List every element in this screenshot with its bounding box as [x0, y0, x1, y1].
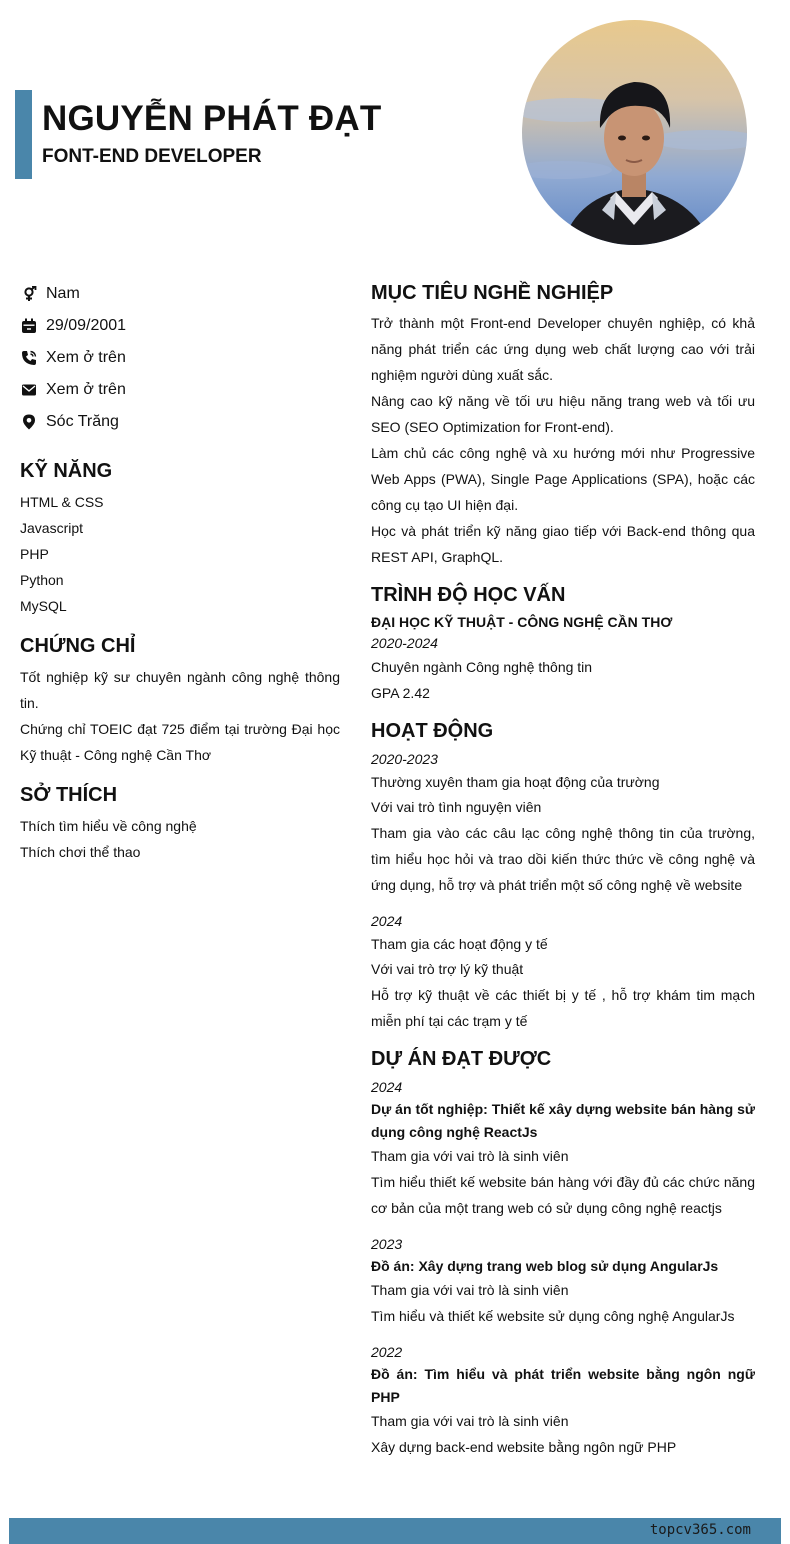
- skill-item: Javascript: [20, 520, 84, 536]
- project-role: Tham gia với vai trò là sinh viên: [371, 1148, 569, 1164]
- activity-period: 2024: [371, 913, 403, 929]
- gender-icon: [20, 285, 38, 303]
- activity-entry: [371, 748, 755, 898]
- personal-info: [20, 278, 340, 438]
- project-name: Đồ án: Tìm hiểu và phát triển website bằng ngôn ngữ PHP: [371, 1366, 755, 1405]
- skill-item: HTML & CSS: [20, 494, 104, 510]
- education-section: [371, 584, 755, 706]
- project-year: 2023: [371, 1236, 403, 1252]
- objective-paragraph: Học và phát triển kỹ năng giao tiếp với Back-end thông qua REST API, GraphQL.: [371, 523, 755, 565]
- objective-paragraph: Làm chủ các công nghệ và xu hướng mới như Progressive Web Apps (PWA), Single Page Applications (SPA), hoặc các công cụ tạo UI hiện đại.: [371, 445, 755, 513]
- project-description: Tìm hiểu và thiết kế website sử dụng công nghệ AngularJs: [371, 1308, 735, 1324]
- avatar: [522, 20, 747, 245]
- education-major: Chuyên ngành Công nghệ thông tin: [371, 659, 593, 675]
- hobbies-title: SỞ THÍCH: [20, 784, 118, 806]
- activity-line: Với vai trò trợ lý kỹ thuật: [371, 961, 524, 977]
- phone-value: Xem ở trên: [46, 349, 126, 366]
- certificate-item: Tốt nghiệp kỹ sư chuyên ngành công nghệ thông tin.: [20, 669, 340, 711]
- hobbies-section: [20, 784, 340, 865]
- candidate-name: NGUYỄN PHÁT ĐẠT: [42, 99, 382, 138]
- email-value: Xem ở trên: [46, 381, 126, 398]
- activity-line: Với vai trò tình nguyện viên: [371, 799, 542, 815]
- project-entry: [371, 1233, 755, 1329]
- activities-section: [371, 720, 755, 1034]
- name-block: [32, 90, 381, 179]
- project-description: Tìm hiểu thiết kế website bán hàng với đầy đủ các chức năng cơ bản của một trang web có sử dụng công nghệ reactjs: [371, 1174, 755, 1216]
- certificates-title: CHỨNG CHỈ: [20, 635, 136, 657]
- footer-watermark: topcv365.com: [649, 1522, 751, 1538]
- skill-item: PHP: [20, 546, 49, 562]
- right-column: [371, 282, 755, 1474]
- skills-title: KỸ NĂNG: [20, 460, 113, 482]
- info-phone: [20, 342, 340, 374]
- hobby-item: Thích chơi thể thao: [20, 844, 141, 860]
- activity-description: Tham gia vào các câu lạc công nghệ thông tin của trường, tìm hiểu học hỏi và trao dồi kiến thức thức về công nghệ và ứng dụng, hỗ trợ và phát triển một số công nghệ về website: [371, 825, 755, 893]
- phone-icon: [20, 349, 38, 367]
- education-gpa: GPA 2.42: [371, 685, 430, 701]
- location-icon: [20, 413, 38, 431]
- birthdate-value: 29/09/2001: [46, 317, 127, 334]
- activity-line: Tham gia các hoạt động y tế: [371, 936, 548, 952]
- objective-title: MỤC TIÊU NGHỀ NGHIỆP: [371, 282, 614, 304]
- calendar-icon: [20, 317, 38, 335]
- activity-period: 2020-2023: [371, 751, 438, 767]
- objective-paragraph: Trở thành một Front-end Developer chuyên nghiệp, có khả năng phát triển các ứng dụng web chất lượng cao với trải nghiệm người dùng xuất sắc.: [371, 315, 755, 383]
- gender-value: Nam: [46, 285, 80, 302]
- project-year: 2022: [371, 1344, 403, 1360]
- project-name: Đồ án: Xây dựng trang web blog sử dụng AngularJs: [371, 1258, 719, 1274]
- info-location: [20, 406, 340, 438]
- activity-entry: [371, 910, 755, 1034]
- location-value: Sóc Trăng: [46, 413, 119, 430]
- project-entry: [371, 1076, 755, 1221]
- projects-section: [371, 1048, 755, 1460]
- education-title: TRÌNH ĐỘ HỌC VẤN: [371, 584, 566, 606]
- project-year: 2024: [371, 1079, 403, 1095]
- project-description: Xây dựng back-end website bằng ngôn ngữ PHP: [371, 1439, 677, 1455]
- education-period: 2020-2024: [371, 635, 438, 651]
- header: [15, 90, 381, 179]
- certificate-item: Chứng chỉ TOEIC đạt 725 điểm tại trường Đại học Kỹ thuật - Công nghệ Cần Thơ: [20, 721, 340, 763]
- skills-section: [20, 460, 340, 619]
- skill-item: Python: [20, 572, 64, 588]
- project-role: Tham gia với vai trò là sinh viên: [371, 1282, 569, 1298]
- school-name: ĐẠI HỌC KỸ THUẬT - CÔNG NGHỆ CẦN THƠ: [371, 614, 673, 630]
- email-icon: [20, 381, 38, 399]
- info-email: [20, 374, 340, 406]
- hobby-item: Thích tìm hiểu về công nghệ: [20, 818, 197, 834]
- certificates-section: [20, 635, 340, 768]
- projects-title: DỰ ÁN ĐẠT ĐƯỢC: [371, 1048, 552, 1070]
- activity-line: Thường xuyên tham gia hoạt động của trường: [371, 774, 660, 790]
- info-birthdate: [20, 310, 340, 342]
- objective-section: [371, 282, 755, 570]
- project-role: Tham gia với vai trò là sinh viên: [371, 1413, 569, 1429]
- activities-title: HOẠT ĐỘNG: [371, 720, 494, 742]
- left-column: [20, 278, 340, 865]
- job-title: FONT-END DEVELOPER: [42, 146, 262, 167]
- footer-bar: [9, 1518, 781, 1544]
- skill-item: MySQL: [20, 598, 67, 614]
- objective-paragraph: Nâng cao kỹ năng về tối ưu hiệu năng trang web và tối ưu SEO (SEO Optimization for Front-end).: [371, 393, 755, 435]
- header-accent-bar: [15, 90, 32, 179]
- project-entry: [371, 1341, 755, 1460]
- project-name: Dự án tốt nghiệp: Thiết kế xây dựng website bán hàng sử dụng công nghệ ReactJs: [371, 1101, 755, 1140]
- activity-description: Hỗ trợ kỹ thuật về các thiết bị y tế , hỗ trợ khám tim mạch miễn phí tại các trạm y tế: [371, 987, 755, 1029]
- info-gender: [20, 278, 340, 310]
